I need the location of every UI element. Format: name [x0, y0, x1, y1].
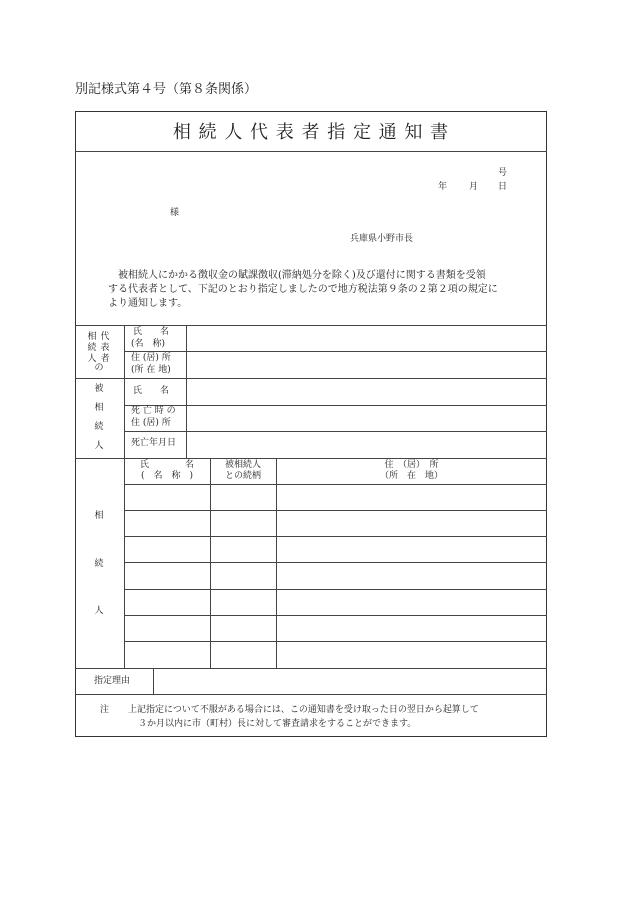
rep-address-label-2: (所 在 地) [131, 365, 171, 375]
table-row [124, 536, 547, 537]
note-text [128, 703, 479, 731]
number-label: 号 [498, 168, 508, 178]
table-row [124, 510, 547, 511]
rep-row-divider [124, 351, 547, 352]
deceased-row-divider-1 [124, 405, 547, 406]
body-line: 被相続人にかかる徴収金の賦課徴収(滞納処分を除く)及び還付に関する書類を受領 [108, 270, 486, 281]
deceased-date-label: 死亡年月日 [131, 438, 177, 448]
sublabel-column-divider [186, 325, 187, 458]
heirs-relation-divider [276, 458, 277, 668]
table-row [124, 562, 547, 563]
divider-deceased-top [75, 378, 547, 379]
rep-label-col3: の [94, 363, 104, 373]
form-title: 相 続 人 代 表 者 指 定 通 知 書 [172, 122, 450, 143]
heirs-left-divider [124, 458, 125, 668]
rep-name-label-1: 氏 名 [133, 327, 170, 337]
form-label: 別記様式第４号（第８条関係） [75, 82, 258, 97]
reason-divider [153, 668, 154, 694]
label-column-divider [124, 325, 125, 458]
heirs-header-divider [124, 484, 547, 485]
rep-address-label-1: 住 (居) 所 [131, 353, 171, 363]
heirs-side-label-1: 相 [94, 511, 104, 521]
heirs-name-divider [210, 458, 211, 668]
divider-heirs-top [75, 458, 547, 459]
body-line: より通知します。 [108, 298, 188, 309]
deceased-row-divider-2 [124, 431, 547, 432]
reason-label: 指定理由 [94, 676, 131, 686]
issuer-name: 兵庫県小野市長 [350, 234, 414, 244]
divider-representative-top [75, 325, 547, 326]
heirs-side-label-2: 続 [94, 559, 104, 569]
rep-label-col2: 代 表 者 [100, 332, 110, 364]
body-text [108, 269, 498, 311]
heirs-col-relation-header: 被相続人 との続柄 [224, 460, 261, 481]
table-row [124, 615, 547, 616]
deceased-side-label: 被 相 続 人 [94, 384, 104, 451]
rep-name-label-2: (名 称) [131, 339, 166, 349]
deceased-address-label-1: 死 亡 時 の [131, 406, 176, 416]
note-line: ３か月以内に市（町村）長に対して審査請求をすることができます。 [138, 719, 417, 729]
rep-label-col1: 相 続 人 [87, 332, 97, 364]
year-label: 年 [438, 182, 448, 192]
addressee-suffix: 様 [170, 208, 180, 218]
deceased-name-label: 氏 名 [133, 386, 170, 396]
divider-reason-top [75, 668, 547, 669]
month-label: 月 [469, 182, 479, 192]
note-label: 注 [100, 705, 110, 715]
heirs-col-name-header: 氏 名 ( 名 称 ) [139, 460, 194, 481]
table-row [124, 589, 547, 590]
day-label: 日 [498, 182, 508, 192]
divider-note-top [75, 694, 547, 695]
table-row [124, 641, 547, 642]
note-line: 上記指定について不服がある場合には、この通知書を受け取った日の翌日から起算して [128, 705, 479, 715]
body-line: する代表者として、下記のとおり指定しましたので地方税法第９条の２第２項の規定に [108, 284, 498, 295]
heirs-side-label-3: 人 [94, 606, 104, 616]
deceased-address-label-2: 住 (居) 所 [131, 418, 171, 428]
heirs-col-address-header: 住 （居） 所 （所 在 地） [379, 460, 443, 481]
title-divider [75, 151, 547, 152]
